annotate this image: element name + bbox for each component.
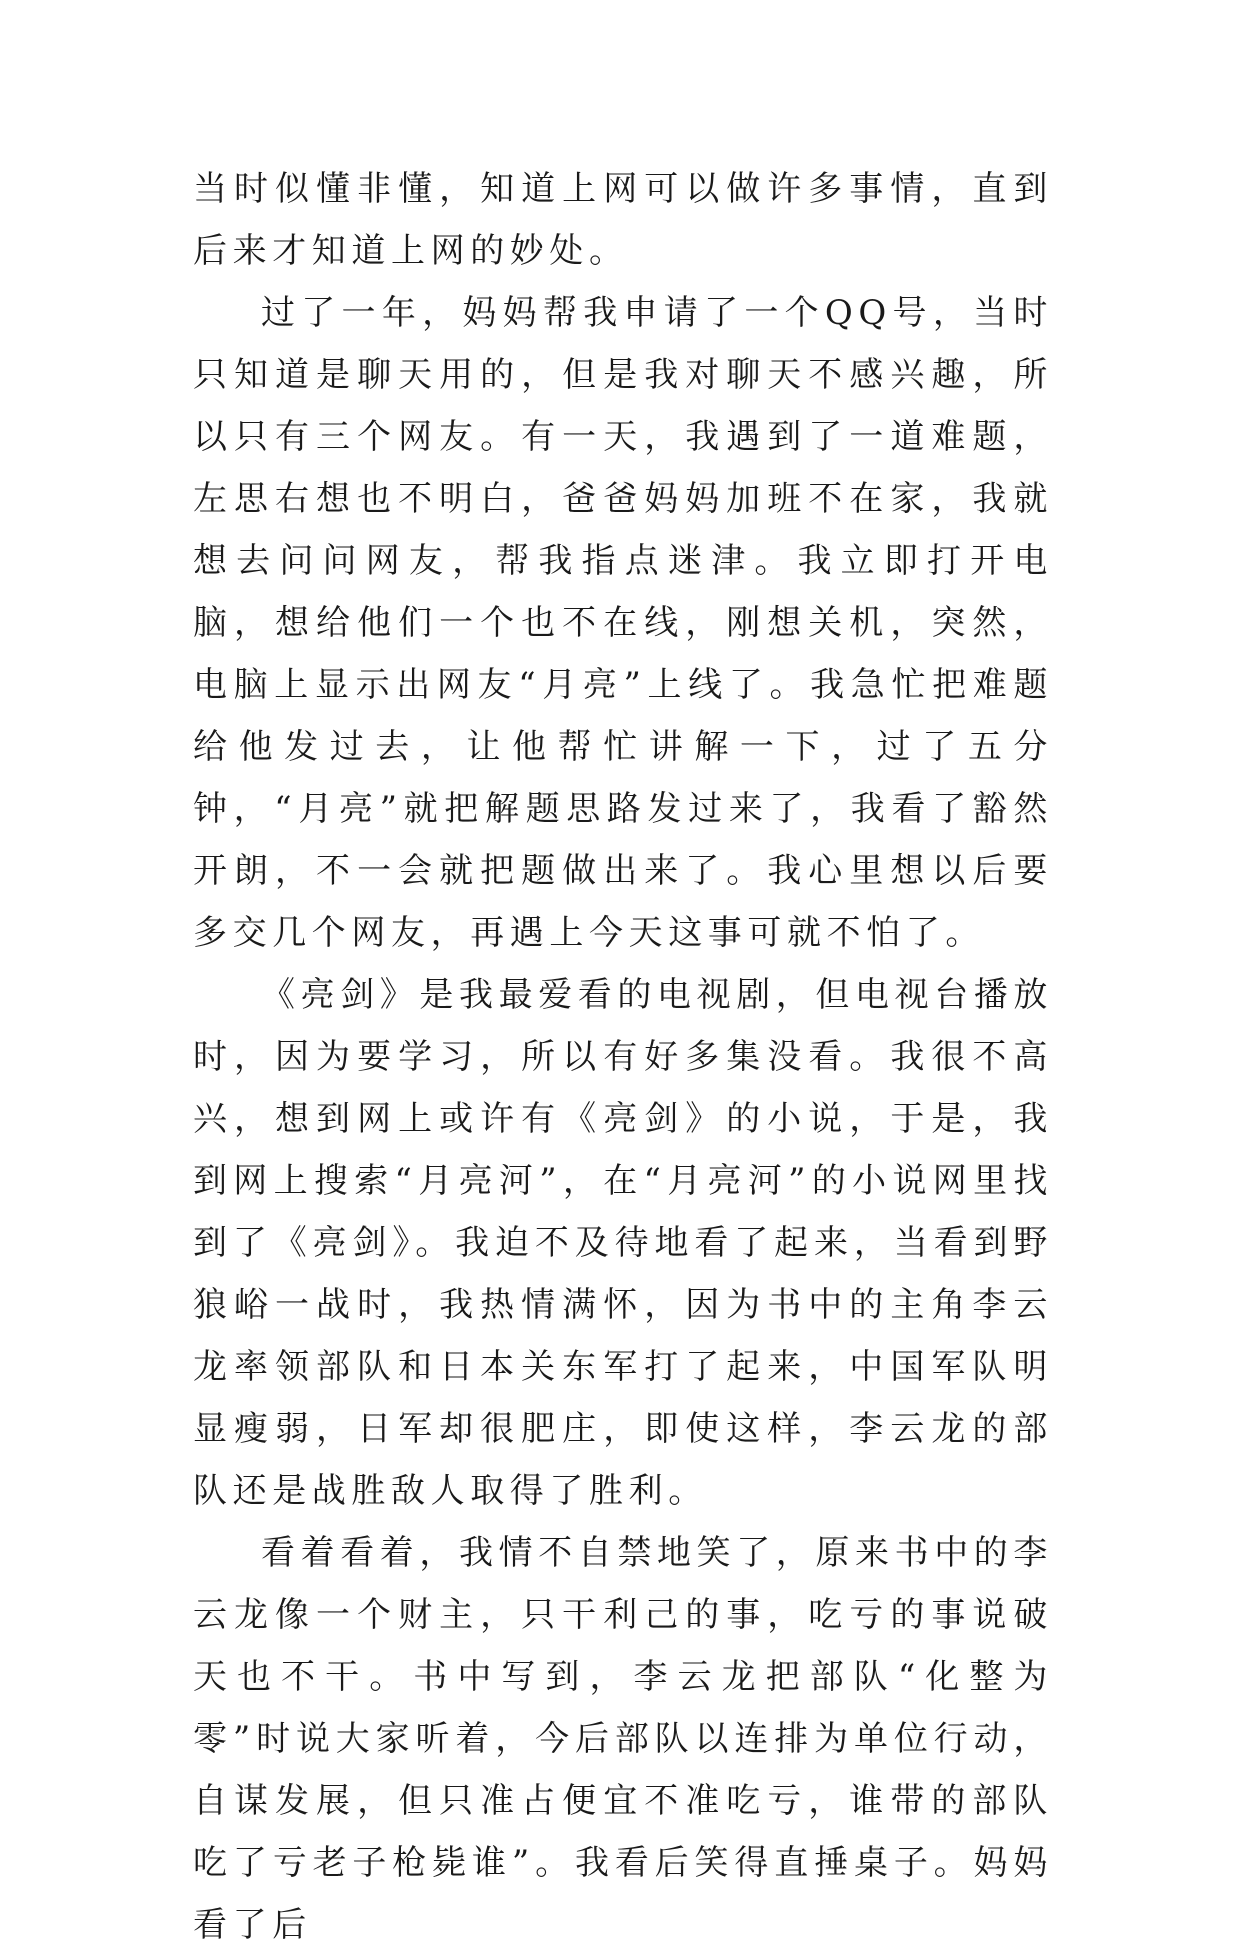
paragraph-1: 当时似懂非懂，知道上网可以做许多事情，直到后来才知道上网的妙处。 bbox=[193, 169, 1053, 271]
paragraph-2: 过了一年，妈妈帮我申请了一个QQ号，当时只知道是聊天用的，但是我对聊天不感兴趣，所以只有三个网友。有一天，我遇到了一道难题，左思右想也不明白，爸爸妈妈加班不在家，我就想去问问网友，帮我指点迷津。我立即打开电脑，想给他们一个也不在线，刚想关机，突然，电脑上显示出网友“月亮”上线了。我急忙把难题给他发过去，让他帮忙讲解一下，过了五分钟，“月亮”就把解题思路发过来了，我看了豁然开朗，不一会就把题做出来了。我心里想以后要多交几个网友，再遇上今天这事可就不怕了。 bbox=[193, 293, 1053, 953]
paragraph-4: 看着看着，我情不自禁地笑了，原来书中的李云龙像一个财主，只干利己的事，吃亏的事说破天也不干。书中写到，李云龙把部队“化整为零”时说大家听着，今后部队以连排为单位行动，自谋发展，但只准占便宜不准吃亏，谁带的部队吃了亏老子枪毙谁”。我看后笑得直捶桌子。妈妈看了后 bbox=[193, 1533, 1053, 1945]
paragraph-3: 《亮剑》是我最爱看的电视剧，但电视台播放时，因为要学习，所以有好多集没看。我很不高兴，想到网上或许有《亮剑》的小说，于是，我到网上搜索“月亮河”，在“月亮河”的小说网里找到了《亮剑》。我迫不及待地看了起来，当看到野狼峪一战时，我热情满怀，因为书中的主角李云龙率领部队和日本关东军打了起来，中国军队明显瘦弱，日军却很肥庄，即使这样，李云龙的部队还是战胜敌人取得了胜利。 bbox=[193, 975, 1053, 1511]
document-body bbox=[193, 158, 1053, 1956]
